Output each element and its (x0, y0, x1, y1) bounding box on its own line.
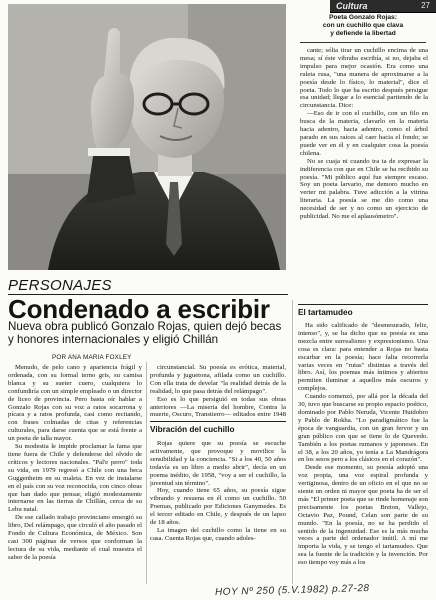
byline: POR ANA MARIA FOXLEY (52, 354, 132, 361)
paragraph: circunstancial. Su poesía es erótica, material, profunda y juguetona, afilada como un cuchillo. Con ella trata de develar "la realidad detrás de la realidad, lo que pasa detrás del relámpago". (150, 364, 286, 395)
caption-line-2: con un cuchillo que clava (322, 22, 404, 30)
handwritten-source-note: HOY Nº 250 (5.V.1982) p.27-28 (214, 582, 370, 599)
paragraph: Ha sido calificado de "desmesurado, feliz, intenso", y, se ha dicho que su poesía es una mezcla entre surrealismo y expresionismo. Una cosa es clara: para entender a Rojas no basta escarbar en la poesía; hace falta recorrerla varias veces en "rutas" distintas a través del libro. Así, los poemas más íntimos y abiertos permiten iluminar a aquellos más oscuros y complejos. (298, 322, 428, 393)
paragraph: No se cuaja ni cuando tra ta de expresar la indiferencia con que en Chile se ha recibido su poesía. "Mi público aquí fue siempre escaso. Soy un poeta larvario, me demoro mucho en verter mi palabra. Tuve adicción a la vitrina literaria. La poesía se me dio como una necesidad de ser y no como un ejercicio de publicidad. No me el aplausómetro". (300, 157, 428, 221)
subheading-vibracion: Vibración del cuchillo (150, 425, 235, 434)
paragraph: Cuando comenzó, por allá por la década del 30, tuvo que buscarse su propio espacio poético, dominado por Pablo Neruda, Vicente Huidobro y Pablo de Rokha. "Lo paradigmático fue la época de vanguardia, con un gran fervor y un gran público con que se tiene lo de Quevedo. También a los poetas rumanos y japoneses. En el 38, a los 20 años, yo tenía a La Mandrágora en los sesos pero a los clásicos en el corazón". (298, 393, 428, 464)
article-column-1 (8, 364, 142, 584)
photo-caption (294, 14, 432, 39)
subheading-tartamudeo: El tartamudeo (298, 308, 353, 317)
paragraph: cante; sólia tirar un cuchillo encima de una mesa; sí éste vibraba escribía, si no, dejaba el impulso para mejor ocasión. Era como una ruleta rusa, "una manera de aproximarse a la poesía desde lo físico, lo material", dice el poeta. Todo lo que ha escrito después persigue esa unidad; llegar a lo esencial partiendo de la circunstancia. Dice: (300, 47, 428, 110)
paragraph: Rojas quiere que su poesía se escuche activamente, que provoque y movilice la sensibilidad y la conciencia. "Si a los 40, 50 años todavía es un libro a medio abrir", decía en un poema inédito, de 1958, "voy a ser el cuchillo, la juventud sin término". (150, 440, 286, 487)
paragraph: De ese callado trabajo provinciano emergió su libro, Del relámpago, que circuló el año pasado el Fondo de Cultura Económica, de México. Son casi 300 páginas de versos que conforman la lectura de su vida, mediante el cual muestra el sabor de la poesía (8, 514, 142, 561)
article-column-3 (298, 322, 428, 584)
column-divider (146, 362, 147, 584)
subheadline: Nueva obra publicó Gonzalo Rojas, quien dejó becas y honores internacionales y eligió Chillán (8, 320, 282, 346)
section-name: Cultura (336, 1, 368, 11)
article-column-2-top (150, 364, 286, 418)
paragraph: Eso es lo que persiguió en todas sus obras anteriores —La miseria del hombre, Contra la muerte, Oscuro, Transtierro— editados entre 1948 (150, 395, 286, 418)
caption-line-3: y defiende la libertad (330, 30, 396, 38)
headline: Condenado a escribir (8, 294, 270, 324)
poet-photo (8, 4, 286, 270)
paragraph: La imagen del cuchillo como la tiene en su casa. Cuenta Rojas que, cuando adoles- (150, 526, 286, 542)
paragraph: Desde ese momento, su poesía adoptó una voz propia, una voz espiral profunda y vertiginosa, dentro de un oficio en el que no se siente un orden ni mayor que poeta ha de ser el más "El primer poeta que se rinde homenaje son precisamente los poetas Breton, Vallejo, Octavio Paz, Pound, Celan son parte de su mundo. "En la poesía, no se ha perdido el sentido de la ingenuidad. Ese es la más mucha veces a parte del ordenador inútil. A mí me importa la vida, y se tengo el tartamudeo. Que sea la fuente de la tradición y la invención. Por eso tiempo voy más a los (298, 464, 428, 567)
paragraph: Menudo, de pelo cano y apariencia frágil y ordenada, con su formal terno gris, su camisa blanca y su sueter cuero, cualquiera lo confundiría con un simple empleado o un director de liceo de provincia. Pero basta oír hablar a Gonzalo Rojas con su voz a ratos socarrona y pícara y a ratos profunda, casi como recitando, con frases colmadas de citas y referencias culturales, para darse cuenta que se está frente a un poeta de talla mayor. (8, 364, 142, 443)
article-column-2-bottom (150, 440, 286, 584)
paragraph: Hoy, cuando tiene 65 años, su poesía sigue vibrando y resuena en él como un cuchillo. 50 Poemas, publicado por Ediciones Ganymedes. Es el tercer editado en Chile, y después de un lapso de 18 años. (150, 487, 286, 527)
paragraph: —Eso de ir con el cuchillo, con un filo en busca de la materia, clavarlo en la materia hacia adentro, hacia adentro, como el árbol parado en sus raíces al caer hacia el fondo; se puede ver en él y en cualquier cosa la poesía chilena. (300, 110, 428, 157)
section-kicker: PERSONAJES (8, 277, 112, 294)
column-divider (292, 300, 293, 584)
paragraph: Su modestia le impide proclamar la fama que tiene fuera de Chile y defenderse del olvido de críticos y lectores nacionales. "Pal'e perro" toda su vida, en 1979 regresó a Chile con una beca Guggenheim en su maleta. En vez de instalarse en el país con su voz reconocida, con cinco obras que han dado que pensar, eligió modestamente internarse en las tierras de Chillán, cerca de su Lebu natal. (8, 443, 142, 514)
article-column-right-top (300, 47, 428, 305)
caption-line-1: Poeta Gonzalo Rojas: (329, 14, 397, 21)
caption-divider (300, 42, 426, 43)
section-header (330, 0, 436, 13)
page-number: 27 (421, 1, 430, 10)
subhead-divider (298, 304, 428, 305)
poet-photo-illustration (8, 4, 286, 270)
subhead-divider (150, 421, 286, 422)
